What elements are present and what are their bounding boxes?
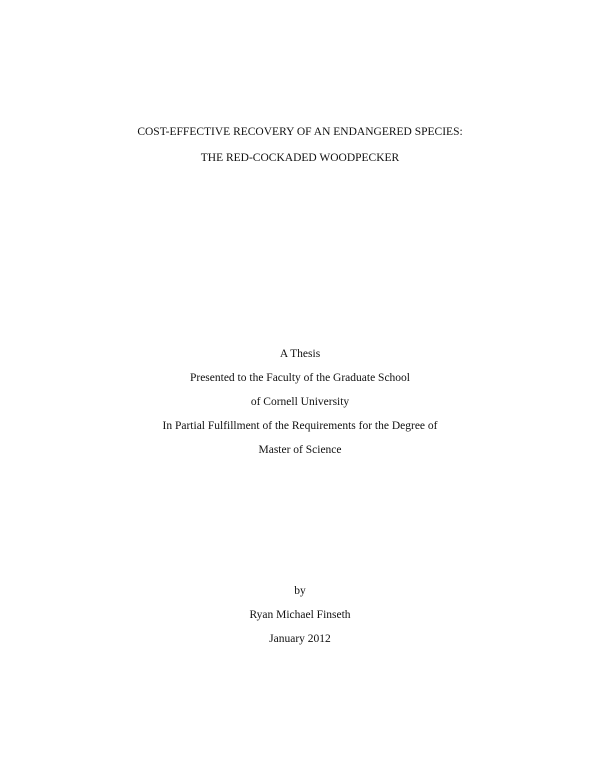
author-name: Ryan Michael Finseth	[249, 609, 351, 621]
fulfillment-line: In Partial Fulfillment of the Requirements for the Degree of	[162, 420, 438, 432]
degree-line: Master of Science	[258, 444, 342, 456]
title-line-1: COST-EFFECTIVE RECOVERY OF AN ENDANGERED SPECIES:	[137, 126, 463, 138]
title-line-2: THE RED-COCKADED WOODPECKER	[200, 152, 400, 164]
by-line: by	[294, 585, 306, 597]
presented-line: Presented to the Faculty of the Graduate School	[189, 372, 411, 384]
date-line: January 2012	[269, 633, 331, 645]
thesis-type: A Thesis	[279, 348, 321, 360]
institution-line: of Cornell University	[250, 396, 350, 408]
